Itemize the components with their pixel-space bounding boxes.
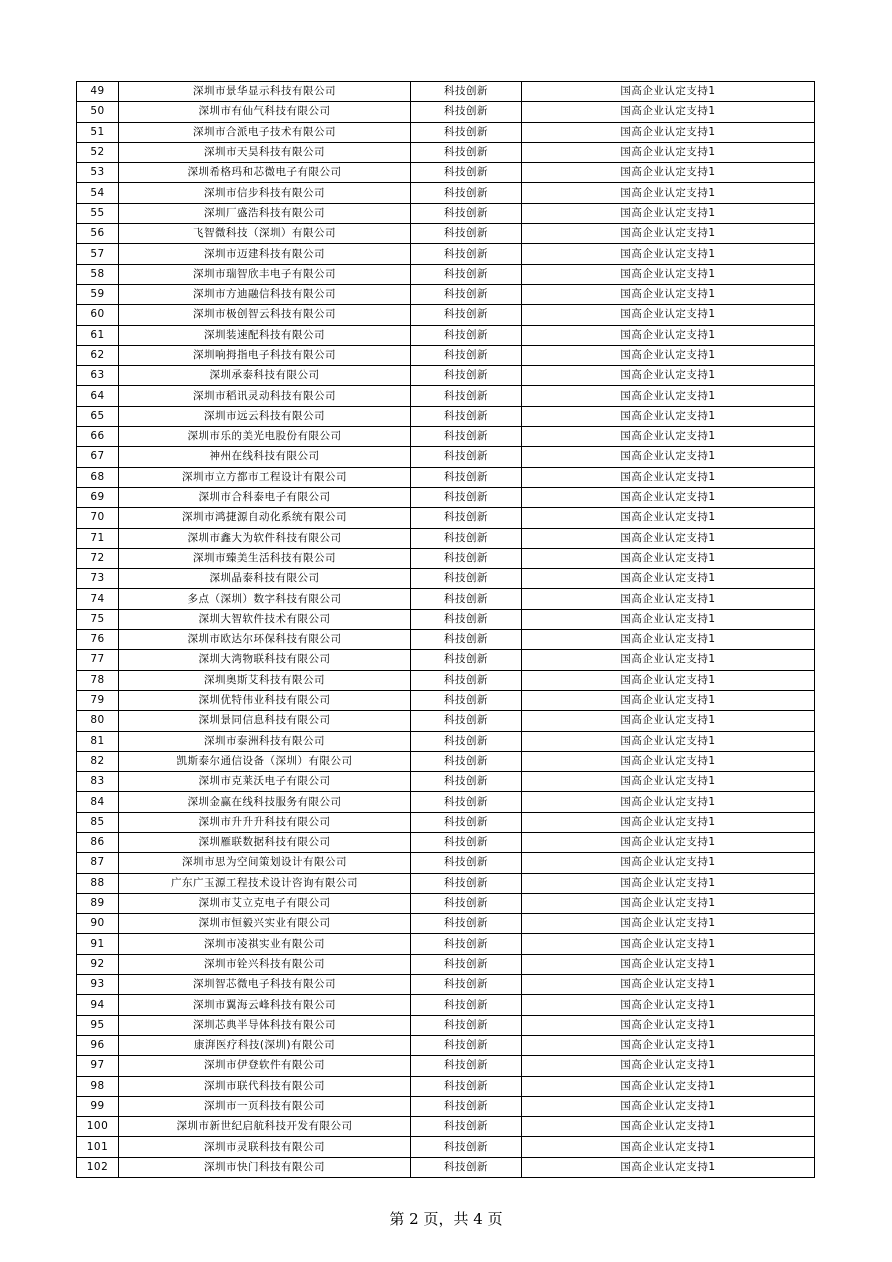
category-cell: 科技创新 xyxy=(411,1056,522,1076)
row-number-cell: 81 xyxy=(77,731,119,751)
row-number-cell: 78 xyxy=(77,670,119,690)
row-number-cell: 82 xyxy=(77,751,119,771)
company-name-cell: 深圳市新世纪启航科技开发有限公司 xyxy=(119,1117,411,1137)
category-cell: 科技创新 xyxy=(411,812,522,832)
table-row xyxy=(77,244,815,264)
support-item-cell: 国高企业认定支持1 xyxy=(522,650,815,670)
company-name-cell: 深圳大智软件技术有限公司 xyxy=(119,609,411,629)
company-name-cell: 深圳雁联数据科技有限公司 xyxy=(119,832,411,852)
support-item-cell: 国高企业认定支持1 xyxy=(522,1015,815,1035)
row-number-cell: 71 xyxy=(77,528,119,548)
row-number-cell: 59 xyxy=(77,284,119,304)
row-number-cell: 66 xyxy=(77,427,119,447)
table-row xyxy=(77,386,815,406)
row-number-cell: 87 xyxy=(77,853,119,873)
support-item-cell: 国高企业认定支持1 xyxy=(522,690,815,710)
company-name-cell: 神州在线科技有限公司 xyxy=(119,447,411,467)
support-item-cell: 国高企业认定支持1 xyxy=(522,224,815,244)
category-cell: 科技创新 xyxy=(411,528,522,548)
company-name-cell: 深圳市恒毅兴实业有限公司 xyxy=(119,914,411,934)
category-cell: 科技创新 xyxy=(411,1015,522,1035)
category-cell: 科技创新 xyxy=(411,832,522,852)
company-name-cell: 深圳市乐的美光电股份有限公司 xyxy=(119,427,411,447)
category-cell: 科技创新 xyxy=(411,1076,522,1096)
company-name-cell: 深圳市合科泰电子有限公司 xyxy=(119,487,411,507)
category-cell: 科技创新 xyxy=(411,772,522,792)
support-item-cell: 国高企业认定支持1 xyxy=(522,284,815,304)
support-item-cell: 国高企业认定支持1 xyxy=(522,264,815,284)
row-number-cell: 67 xyxy=(77,447,119,467)
company-name-cell: 深圳市欧达尔环保科技有限公司 xyxy=(119,630,411,650)
category-cell: 科技创新 xyxy=(411,609,522,629)
support-item-cell: 国高企业认定支持1 xyxy=(522,569,815,589)
table-row xyxy=(77,284,815,304)
table-row xyxy=(77,183,815,203)
table-row xyxy=(77,264,815,284)
table-row xyxy=(77,812,815,832)
row-number-cell: 99 xyxy=(77,1096,119,1116)
category-cell: 科技创新 xyxy=(411,954,522,974)
row-number-cell: 54 xyxy=(77,183,119,203)
support-item-cell: 国高企业认定支持1 xyxy=(522,122,815,142)
row-number-cell: 64 xyxy=(77,386,119,406)
row-number-cell: 85 xyxy=(77,812,119,832)
category-cell: 科技创新 xyxy=(411,386,522,406)
category-cell: 科技创新 xyxy=(411,345,522,365)
row-number-cell: 55 xyxy=(77,203,119,223)
table-row xyxy=(77,487,815,507)
company-name-cell: 深圳优特伟业科技有限公司 xyxy=(119,690,411,710)
row-number-cell: 70 xyxy=(77,508,119,528)
table-row xyxy=(77,325,815,345)
category-cell: 科技创新 xyxy=(411,711,522,731)
support-item-cell: 国高企业认定支持1 xyxy=(522,792,815,812)
company-name-cell: 深圳市远云科技有限公司 xyxy=(119,406,411,426)
category-cell: 科技创新 xyxy=(411,914,522,934)
table-row xyxy=(77,731,815,751)
row-number-cell: 65 xyxy=(77,406,119,426)
table-row xyxy=(77,528,815,548)
company-name-cell: 深圳市天昊科技有限公司 xyxy=(119,142,411,162)
table-row xyxy=(77,873,815,893)
support-item-cell: 国高企业认定支持1 xyxy=(522,548,815,568)
row-number-cell: 90 xyxy=(77,914,119,934)
support-item-cell: 国高企业认定支持1 xyxy=(522,82,815,102)
support-item-cell: 国高企业认定支持1 xyxy=(522,528,815,548)
row-number-cell: 53 xyxy=(77,163,119,183)
row-number-cell: 51 xyxy=(77,122,119,142)
company-name-cell: 深圳市伊登软件有限公司 xyxy=(119,1056,411,1076)
table-row xyxy=(77,650,815,670)
company-name-cell: 深圳市联代科技有限公司 xyxy=(119,1076,411,1096)
company-name-cell: 深圳市极创智云科技有限公司 xyxy=(119,305,411,325)
support-item-cell: 国高企业认定支持1 xyxy=(522,447,815,467)
row-number-cell: 83 xyxy=(77,772,119,792)
table-row xyxy=(77,82,815,102)
category-cell: 科技创新 xyxy=(411,447,522,467)
support-item-cell: 国高企业认定支持1 xyxy=(522,345,815,365)
company-name-cell: 深圳市臻美生活科技有限公司 xyxy=(119,548,411,568)
support-item-cell: 国高企业认定支持1 xyxy=(522,183,815,203)
table-row xyxy=(77,548,815,568)
support-item-cell: 国高企业认定支持1 xyxy=(522,1137,815,1157)
table-row xyxy=(77,447,815,467)
company-name-cell: 深圳市翼海云峰科技有限公司 xyxy=(119,995,411,1015)
support-item-cell: 国高企业认定支持1 xyxy=(522,1076,815,1096)
company-name-cell: 深圳市稻讯灵动科技有限公司 xyxy=(119,386,411,406)
row-number-cell: 56 xyxy=(77,224,119,244)
company-name-cell: 深圳景同信息科技有限公司 xyxy=(119,711,411,731)
table-row xyxy=(77,569,815,589)
company-name-cell: 深圳市灵联科技有限公司 xyxy=(119,1137,411,1157)
row-number-cell: 92 xyxy=(77,954,119,974)
support-item-cell: 国高企业认定支持1 xyxy=(522,325,815,345)
company-name-cell: 深圳大湾物联科技有限公司 xyxy=(119,650,411,670)
company-name-cell: 深圳市迈建科技有限公司 xyxy=(119,244,411,264)
row-number-cell: 68 xyxy=(77,467,119,487)
row-number-cell: 49 xyxy=(77,82,119,102)
support-item-cell: 国高企业认定支持1 xyxy=(522,853,815,873)
table-row xyxy=(77,1076,815,1096)
table-row xyxy=(77,1015,815,1035)
row-number-cell: 57 xyxy=(77,244,119,264)
support-item-cell: 国高企业认定支持1 xyxy=(522,772,815,792)
support-item-cell: 国高企业认定支持1 xyxy=(522,589,815,609)
company-name-cell: 多点（深圳）数字科技有限公司 xyxy=(119,589,411,609)
row-number-cell: 61 xyxy=(77,325,119,345)
category-cell: 科技创新 xyxy=(411,244,522,264)
category-cell: 科技创新 xyxy=(411,82,522,102)
company-name-cell: 深圳市有仙气科技有限公司 xyxy=(119,102,411,122)
table-row xyxy=(77,772,815,792)
row-number-cell: 93 xyxy=(77,975,119,995)
company-name-cell: 深圳响拇指电子科技有限公司 xyxy=(119,345,411,365)
category-cell: 科技创新 xyxy=(411,122,522,142)
table-row xyxy=(77,1157,815,1177)
company-name-cell: 深圳装速配科技有限公司 xyxy=(119,325,411,345)
category-cell: 科技创新 xyxy=(411,284,522,304)
category-cell: 科技创新 xyxy=(411,427,522,447)
row-number-cell: 69 xyxy=(77,487,119,507)
category-cell: 科技创新 xyxy=(411,975,522,995)
category-cell: 科技创新 xyxy=(411,305,522,325)
support-item-cell: 国高企业认定支持1 xyxy=(522,609,815,629)
row-number-cell: 101 xyxy=(77,1137,119,1157)
row-number-cell: 98 xyxy=(77,1076,119,1096)
company-name-cell: 深圳市艾立克电子有限公司 xyxy=(119,893,411,913)
table-row xyxy=(77,203,815,223)
row-number-cell: 58 xyxy=(77,264,119,284)
company-name-cell: 深圳市信步科技有限公司 xyxy=(119,183,411,203)
category-cell: 科技创新 xyxy=(411,366,522,386)
support-item-cell: 国高企业认定支持1 xyxy=(522,670,815,690)
company-name-cell: 深圳市合派电子技术有限公司 xyxy=(119,122,411,142)
table-row xyxy=(77,589,815,609)
category-cell: 科技创新 xyxy=(411,731,522,751)
row-number-cell: 60 xyxy=(77,305,119,325)
table-row xyxy=(77,1056,815,1076)
row-number-cell: 72 xyxy=(77,548,119,568)
table-row xyxy=(77,224,815,244)
support-item-cell: 国高企业认定支持1 xyxy=(522,832,815,852)
table-row xyxy=(77,832,815,852)
table-row xyxy=(77,995,815,1015)
category-cell: 科技创新 xyxy=(411,995,522,1015)
row-number-cell: 91 xyxy=(77,934,119,954)
company-name-cell: 深圳市瑞智欣丰电子有限公司 xyxy=(119,264,411,284)
category-cell: 科技创新 xyxy=(411,751,522,771)
support-item-cell: 国高企业认定支持1 xyxy=(522,975,815,995)
row-number-cell: 84 xyxy=(77,792,119,812)
category-cell: 科技创新 xyxy=(411,548,522,568)
category-cell: 科技创新 xyxy=(411,589,522,609)
company-name-cell: 深圳智芯微电子科技有限公司 xyxy=(119,975,411,995)
category-cell: 科技创新 xyxy=(411,569,522,589)
support-item-cell: 国高企业认定支持1 xyxy=(522,244,815,264)
support-item-cell: 国高企业认定支持1 xyxy=(522,1096,815,1116)
category-cell: 科技创新 xyxy=(411,650,522,670)
support-item-cell: 国高企业认定支持1 xyxy=(522,142,815,162)
support-item-cell: 国高企业认定支持1 xyxy=(522,630,815,650)
company-name-cell: 深圳芯典半导体科技有限公司 xyxy=(119,1015,411,1035)
category-cell: 科技创新 xyxy=(411,467,522,487)
row-number-cell: 74 xyxy=(77,589,119,609)
table-row xyxy=(77,853,815,873)
table-row xyxy=(77,1137,815,1157)
category-cell: 科技创新 xyxy=(411,1096,522,1116)
category-cell: 科技创新 xyxy=(411,487,522,507)
company-name-cell: 深圳市升升升科技有限公司 xyxy=(119,812,411,832)
row-number-cell: 88 xyxy=(77,873,119,893)
company-name-cell: 深圳金赢在线科技服务有限公司 xyxy=(119,792,411,812)
category-cell: 科技创新 xyxy=(411,934,522,954)
company-name-cell: 深圳市凌祺实业有限公司 xyxy=(119,934,411,954)
row-number-cell: 77 xyxy=(77,650,119,670)
table-row xyxy=(77,1096,815,1116)
company-name-cell: 深圳市景华显示科技有限公司 xyxy=(119,82,411,102)
row-number-cell: 76 xyxy=(77,630,119,650)
support-item-cell: 国高企业认定支持1 xyxy=(522,1157,815,1177)
company-name-cell: 深圳晶泰科技有限公司 xyxy=(119,569,411,589)
category-cell: 科技创新 xyxy=(411,1137,522,1157)
row-number-cell: 95 xyxy=(77,1015,119,1035)
support-item-cell: 国高企业认定支持1 xyxy=(522,467,815,487)
table-row xyxy=(77,1035,815,1055)
company-name-cell: 深圳市鑫大为软件科技有限公司 xyxy=(119,528,411,548)
support-item-cell: 国高企业认定支持1 xyxy=(522,487,815,507)
table-row xyxy=(77,1117,815,1137)
support-item-cell: 国高企业认定支持1 xyxy=(522,1035,815,1055)
table-row xyxy=(77,690,815,710)
company-name-cell: 深圳希格玛和芯微电子有限公司 xyxy=(119,163,411,183)
row-number-cell: 73 xyxy=(77,569,119,589)
support-item-cell: 国高企业认定支持1 xyxy=(522,914,815,934)
support-item-cell: 国高企业认定支持1 xyxy=(522,508,815,528)
company-name-cell: 深圳奥斯艾科技有限公司 xyxy=(119,670,411,690)
table-row xyxy=(77,122,815,142)
table-body xyxy=(77,82,815,1178)
table-row xyxy=(77,345,815,365)
support-item-cell: 国高企业认定支持1 xyxy=(522,893,815,913)
table-row xyxy=(77,630,815,650)
table-row xyxy=(77,508,815,528)
category-cell: 科技创新 xyxy=(411,690,522,710)
support-item-cell: 国高企业认定支持1 xyxy=(522,711,815,731)
support-item-cell: 国高企业认定支持1 xyxy=(522,305,815,325)
support-item-cell: 国高企业认定支持1 xyxy=(522,751,815,771)
row-number-cell: 63 xyxy=(77,366,119,386)
table-row xyxy=(77,102,815,122)
table-row xyxy=(77,427,815,447)
category-cell: 科技创新 xyxy=(411,325,522,345)
row-number-cell: 89 xyxy=(77,893,119,913)
company-name-cell: 广东广玉源工程技术设计咨询有限公司 xyxy=(119,873,411,893)
row-number-cell: 86 xyxy=(77,832,119,852)
support-item-cell: 国高企业认定支持1 xyxy=(522,386,815,406)
support-item-cell: 国高企业认定支持1 xyxy=(522,812,815,832)
category-cell: 科技创新 xyxy=(411,264,522,284)
category-cell: 科技创新 xyxy=(411,853,522,873)
table-row xyxy=(77,954,815,974)
support-item-cell: 国高企业认定支持1 xyxy=(522,954,815,974)
table-row xyxy=(77,305,815,325)
support-item-cell: 国高企业认定支持1 xyxy=(522,102,815,122)
category-cell: 科技创新 xyxy=(411,224,522,244)
company-name-cell: 深圳市快门科技有限公司 xyxy=(119,1157,411,1177)
table-row xyxy=(77,975,815,995)
category-cell: 科技创新 xyxy=(411,792,522,812)
company-name-cell: 深圳市鸿捷源自动化系统有限公司 xyxy=(119,508,411,528)
category-cell: 科技创新 xyxy=(411,1035,522,1055)
row-number-cell: 100 xyxy=(77,1117,119,1137)
category-cell: 科技创新 xyxy=(411,406,522,426)
company-name-cell: 深圳市铨兴科技有限公司 xyxy=(119,954,411,974)
row-number-cell: 94 xyxy=(77,995,119,1015)
category-cell: 科技创新 xyxy=(411,670,522,690)
table-row xyxy=(77,711,815,731)
category-cell: 科技创新 xyxy=(411,893,522,913)
category-cell: 科技创新 xyxy=(411,142,522,162)
support-item-cell: 国高企业认定支持1 xyxy=(522,934,815,954)
support-item-cell: 国高企业认定支持1 xyxy=(522,366,815,386)
row-number-cell: 97 xyxy=(77,1056,119,1076)
row-number-cell: 52 xyxy=(77,142,119,162)
company-name-cell: 深圳市一页科技有限公司 xyxy=(119,1096,411,1116)
category-cell: 科技创新 xyxy=(411,1157,522,1177)
row-number-cell: 50 xyxy=(77,102,119,122)
row-number-cell: 102 xyxy=(77,1157,119,1177)
table-row xyxy=(77,406,815,426)
company-name-cell: 凯斯泰尔通信设备（深圳）有限公司 xyxy=(119,751,411,771)
category-cell: 科技创新 xyxy=(411,1117,522,1137)
support-item-cell: 国高企业认定支持1 xyxy=(522,1117,815,1137)
table-row xyxy=(77,914,815,934)
table-row xyxy=(77,142,815,162)
company-name-cell: 深圳市思为空间策划设计有限公司 xyxy=(119,853,411,873)
company-name-cell: 深圳承泰科技有限公司 xyxy=(119,366,411,386)
category-cell: 科技创新 xyxy=(411,203,522,223)
table-row xyxy=(77,893,815,913)
company-table xyxy=(76,81,815,1178)
company-name-cell: 深圳市泰洲科技有限公司 xyxy=(119,731,411,751)
table-row xyxy=(77,934,815,954)
support-item-cell: 国高企业认定支持1 xyxy=(522,995,815,1015)
row-number-cell: 80 xyxy=(77,711,119,731)
row-number-cell: 75 xyxy=(77,609,119,629)
table-row xyxy=(77,670,815,690)
company-name-cell: 深圳厂盛浩科技有限公司 xyxy=(119,203,411,223)
category-cell: 科技创新 xyxy=(411,508,522,528)
company-name-cell: 深圳市立方都市工程设计有限公司 xyxy=(119,467,411,487)
table-row xyxy=(77,792,815,812)
category-cell: 科技创新 xyxy=(411,630,522,650)
support-item-cell: 国高企业认定支持1 xyxy=(522,203,815,223)
company-name-cell: 深圳市克莱沃电子有限公司 xyxy=(119,772,411,792)
support-item-cell: 国高企业认定支持1 xyxy=(522,406,815,426)
support-item-cell: 国高企业认定支持1 xyxy=(522,731,815,751)
support-item-cell: 国高企业认定支持1 xyxy=(522,163,815,183)
support-item-cell: 国高企业认定支持1 xyxy=(522,427,815,447)
row-number-cell: 62 xyxy=(77,345,119,365)
support-item-cell: 国高企业认定支持1 xyxy=(522,1056,815,1076)
table-row xyxy=(77,163,815,183)
row-number-cell: 96 xyxy=(77,1035,119,1055)
support-item-cell: 国高企业认定支持1 xyxy=(522,873,815,893)
company-name-cell: 飞智微科技（深圳）有限公司 xyxy=(119,224,411,244)
category-cell: 科技创新 xyxy=(411,102,522,122)
category-cell: 科技创新 xyxy=(411,873,522,893)
table-row xyxy=(77,609,815,629)
table-row xyxy=(77,366,815,386)
table-row xyxy=(77,751,815,771)
category-cell: 科技创新 xyxy=(411,183,522,203)
table-row xyxy=(77,467,815,487)
company-name-cell: 深圳市方迪融信科技有限公司 xyxy=(119,284,411,304)
page-footer: 第 2 页，共 4 页 xyxy=(389,1210,503,1228)
category-cell: 科技创新 xyxy=(411,163,522,183)
row-number-cell: 79 xyxy=(77,690,119,710)
company-name-cell: 康湃医疗科技(深圳)有限公司 xyxy=(119,1035,411,1055)
